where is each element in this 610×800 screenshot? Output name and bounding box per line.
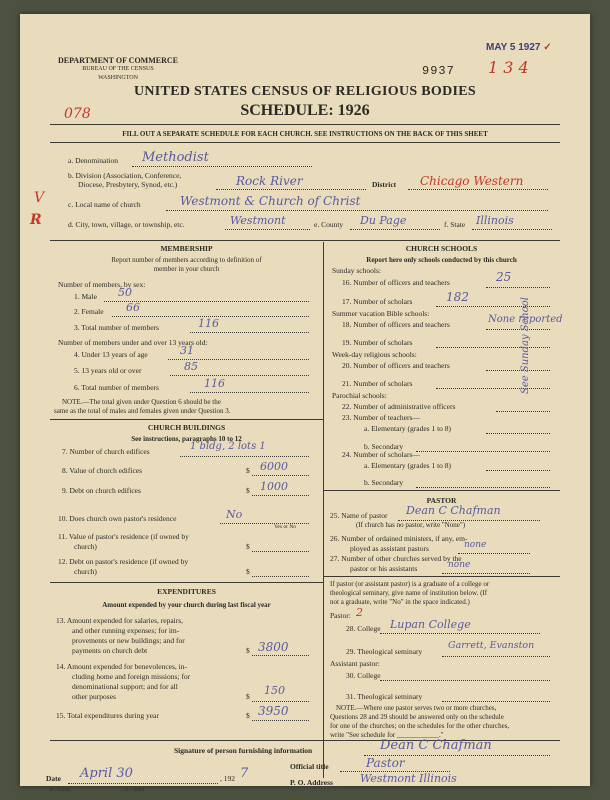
membership-note-2: same as the total of males and females given under Question 3.	[54, 407, 231, 415]
fill-line	[436, 388, 550, 389]
q24a-label: a. Elementary (grades 1 to 8)	[364, 461, 452, 470]
q1-value: 50	[118, 286, 132, 299]
parochial-label: Parochial schools:	[332, 391, 387, 400]
po-address-value: Westmont Illinois	[360, 772, 457, 785]
fill-line	[486, 433, 550, 434]
fill-line	[496, 411, 550, 412]
q11-dollar: $	[246, 542, 250, 551]
q6-value: 116	[204, 377, 225, 390]
division-label-2: Diocese, Presbytery, Synod, etc.)	[78, 180, 178, 189]
grad-instr-2: theological seminary, give name of institution below. (If	[330, 589, 488, 597]
fill-line	[252, 720, 309, 721]
grad-instr-3: not a graduate, write "No" in the space indicated.)	[330, 598, 470, 606]
county-label: e. County	[314, 220, 344, 229]
asst-label: Assistant pastor:	[330, 659, 380, 668]
department-header	[58, 56, 178, 83]
q16-value: 25	[496, 270, 512, 284]
fill-line	[68, 783, 218, 784]
fill-line	[180, 456, 309, 457]
q23a-label: a. Elementary (grades 1 to 8)	[364, 424, 452, 433]
instructions: FILL OUT A SEPARATE SCHEDULE FOR EACH CHURCH. SEE INSTRUCTIONS ON THE BACK OF THIS SHEET	[122, 130, 488, 138]
fill-line	[190, 392, 309, 393]
q15-value: 3950	[258, 704, 289, 718]
fill-line	[252, 495, 309, 496]
q10-value: No	[226, 508, 243, 521]
q3-label: 3. Total number of members	[74, 323, 159, 332]
church-name-value: Westmont & Church of Christ	[180, 194, 361, 208]
form-title: UNITED STATES CENSUS OF RELIGIOUS BODIES	[133, 84, 476, 99]
fill-line	[442, 573, 530, 574]
weekday-label: Week-day religious schools:	[332, 350, 417, 359]
pastor-heading: PASTOR	[426, 496, 457, 505]
form-code-1: 8—5518a	[50, 788, 70, 793]
county-value: Du Page	[360, 214, 407, 227]
q15-label: 15. Total expenditures during year	[56, 711, 159, 720]
signature-label: Signature of person furnishing information	[174, 746, 313, 755]
fill-line	[252, 655, 309, 656]
q7-value: 1 bldg, 2 lots 1	[190, 441, 266, 452]
q2-label: 2. Female	[74, 307, 104, 316]
q25-label: 25. Name of pastor	[330, 511, 388, 520]
hw-number: 1 3 4	[488, 58, 529, 77]
buildings-heading: CHURCH BUILDINGS	[147, 423, 226, 432]
q8-dollar: $	[246, 466, 250, 475]
fill-line	[132, 166, 312, 167]
q31-label: 31. Theological seminary	[346, 692, 423, 701]
expenditures-heading: EXPENDITURES	[157, 587, 216, 596]
q4-label: 4. Under 13 years of age	[74, 350, 148, 359]
q1-label: 1. Male	[74, 292, 97, 301]
fill-line	[252, 475, 309, 476]
received-stamp	[486, 42, 552, 53]
q5-label: 5. 13 years old or over	[74, 366, 142, 375]
q10-label: 10. Does church own pastor's residence	[58, 514, 177, 523]
pastor-label: Pastor:	[330, 611, 351, 620]
q20-label: 20. Number of officers and teachers	[342, 361, 450, 370]
division-label: b. Division (Association, Conference,	[68, 171, 182, 180]
fill-line	[252, 701, 309, 702]
q18-label: 18. Number of officers and teachers	[342, 320, 450, 329]
q18-value: None reported	[488, 314, 563, 325]
membership-note-1: NOTE.—The total given under Question 6 should be the	[62, 398, 221, 406]
fill-line	[436, 347, 550, 348]
pastor-mark: 2	[356, 606, 363, 619]
q14-value: 150	[264, 684, 285, 697]
age-label: Number of members under and over 13 years old:	[58, 338, 208, 347]
check-mark-c: V	[34, 190, 45, 206]
fill-line	[486, 329, 550, 330]
q9-dollar: $	[246, 486, 250, 495]
official-title-label: Official title	[290, 762, 329, 771]
q27-label-2: pastor or his assistants	[350, 564, 418, 573]
sunday-label: Sunday schools:	[332, 266, 381, 275]
hw-code: 078	[64, 106, 91, 122]
summer-label: Summer vacation Bible schools:	[332, 309, 430, 318]
denomination-label: a. Denomination	[68, 156, 118, 165]
q11-label: 11. Value of pastor's residence (if owned by	[58, 532, 189, 541]
fill-line	[416, 487, 550, 488]
q22-label: 22. Number of administrative officers	[342, 402, 456, 411]
fill-line	[486, 470, 550, 471]
q7-label: 7. Number of church edifices	[62, 447, 150, 456]
membership-desc-2: member in your church	[153, 265, 220, 273]
q17-label: 17. Number of scholars	[342, 297, 413, 306]
q3-value: 116	[198, 317, 219, 330]
q23-label: 23. Number of teachers—	[342, 413, 420, 422]
membership-desc-1: Report number of members according to definition of	[111, 256, 262, 264]
denomination-value: Methodist	[142, 150, 209, 165]
yes-no-hint: Yes or No	[274, 524, 297, 530]
church-name-label: c. Local name of church	[68, 200, 141, 209]
q14-dollar: $	[246, 692, 250, 701]
form-code-2: 11—9084	[124, 788, 144, 793]
divider	[50, 582, 323, 583]
fill-line	[416, 451, 550, 452]
date-value: April 30	[80, 766, 133, 781]
q12-label: 12. Debt on pastor's residence (if owned by	[58, 557, 189, 566]
dept-name: DEPARTMENT OF COMMERCE	[58, 56, 179, 65]
fill-line	[190, 332, 309, 333]
fill-line	[166, 210, 548, 211]
form-subtitle: SCHEDULE: 1926	[240, 102, 370, 119]
divider	[50, 142, 560, 143]
divider	[50, 240, 560, 241]
divider	[323, 576, 560, 577]
fill-line	[252, 551, 309, 552]
q26-label: 26. Number of ordained ministers, if any, em-	[330, 534, 468, 543]
q13-label-3: provements or new buildings; and for	[72, 636, 185, 645]
q6-label: 6. Total number of members	[74, 383, 159, 392]
pastor-note-2: Questions 28 and 29 should be answered only on the schedule	[330, 713, 504, 721]
divider	[50, 419, 323, 420]
fill-line	[380, 680, 550, 681]
fill-line	[350, 787, 550, 788]
column-divider	[323, 242, 324, 778]
stamp-check: ✓	[543, 42, 552, 53]
stamp-date: MAY 5 1927	[486, 42, 541, 53]
q11-label-2: church)	[74, 542, 97, 551]
fill-line	[170, 375, 309, 376]
q12-dollar: $	[246, 567, 250, 576]
division-value: Rock River	[236, 174, 303, 188]
q27-label: 27. Number of other churches served by the	[330, 554, 462, 563]
q12-label-2: church)	[74, 567, 97, 576]
q9-label: 9. Debt on church edifices	[62, 486, 141, 495]
divider	[323, 490, 560, 491]
fill-line	[350, 229, 440, 230]
q28-label: 28. College	[346, 624, 381, 633]
buildings-see: See instructions, paragraphs 10 to 12	[131, 435, 242, 443]
q13-dollar: $	[246, 646, 250, 655]
city-label: d. City, town, village, or township, etc.	[68, 220, 185, 229]
q13-label-4: payments on church debt	[72, 646, 148, 655]
q21-label: 21. Number of scholars	[342, 379, 413, 388]
city-value: Westmont	[230, 214, 286, 227]
signature-value: Dean C Chafman	[380, 738, 492, 753]
q25-value: Dean C Chafman	[406, 504, 501, 517]
q17-value: 182	[446, 290, 469, 304]
pastor-note-3: for one of the churches; on the schedules for the other churches,	[330, 722, 510, 730]
q23b-label: b. Secondary	[364, 442, 404, 451]
fill-line	[472, 229, 552, 230]
q5-value: 85	[184, 360, 198, 373]
q28-value: Lupan College	[390, 618, 471, 631]
expenditures-desc: Amount expended by your church during last fiscal year	[102, 601, 271, 609]
q27-value: none	[448, 560, 471, 570]
fill-line	[225, 229, 310, 230]
fill-line	[380, 633, 540, 634]
year-value: 7	[240, 766, 249, 781]
membership-heading: MEMBERSHIP	[160, 244, 213, 253]
q13-label-2: and other running expenses; for im-	[72, 626, 180, 635]
fill-line	[486, 287, 550, 288]
q19-label: 19. Number of scholars	[342, 338, 413, 347]
q14-label-2: cluding home and foreign missions; for	[72, 672, 191, 681]
bureau-name: BUREAU OF THE CENSUS	[82, 66, 154, 72]
state-label: f. State	[444, 220, 466, 229]
q8-label: 8. Value of church edifices	[62, 466, 143, 475]
fill-line	[442, 656, 550, 657]
grad-instr-1: If pastor (or assistant pastor) is a graduate of a college or	[330, 580, 490, 588]
q30-label: 30. College	[346, 671, 381, 680]
fill-line	[486, 370, 550, 371]
date-label: Date	[46, 774, 61, 783]
q26-label-2: ployed as assistant pastors	[350, 544, 429, 553]
pastor-note-4: write "See schedule for ____________."	[330, 731, 444, 739]
fill-line	[216, 189, 366, 190]
q26-value: none	[464, 540, 487, 550]
q9-value: 1000	[260, 480, 288, 493]
q14-label: 14. Amount expended for benevolences, in-	[56, 662, 188, 671]
schedule-number: 9937	[422, 64, 455, 78]
fill-line	[436, 306, 550, 307]
q13-label: 13. Amount expended for salaries, repairs,	[56, 616, 184, 625]
po-address-label: P. O. Address	[290, 778, 333, 787]
q14-label-3: denominational support; and for all	[72, 682, 178, 691]
fill-line	[442, 701, 550, 702]
q4-value: 31	[180, 344, 194, 357]
q16-label: 16. Number of officers and teachers	[342, 278, 450, 287]
divider	[50, 124, 560, 125]
fill-line	[252, 576, 309, 577]
q13-value: 3800	[258, 640, 289, 654]
district-label: District	[372, 180, 397, 189]
margin-note: See Sunday School	[520, 297, 531, 394]
fill-line	[458, 553, 530, 554]
q25-note: (If church has no pastor, write "None")	[356, 521, 466, 529]
census-schedule-page	[20, 14, 590, 793]
city-name: WASHINGTON	[98, 75, 138, 81]
check-mark-d: R	[30, 212, 42, 228]
pastor-note-1: NOTE.—Where one pastor serves two or more churches,	[336, 704, 497, 712]
q15-dollar: $	[246, 711, 250, 720]
schools-heading: CHURCH SCHOOLS	[405, 244, 478, 253]
year-prefix: , 192	[220, 774, 235, 783]
q29-value: Garrett, Evanston	[448, 640, 535, 651]
q24b-label: b. Secondary	[364, 478, 404, 487]
q24-label: 24. Number of scholars—	[342, 450, 420, 459]
state-value: Illinois	[476, 214, 514, 227]
q14-label-4: other purposes	[72, 692, 116, 701]
fill-line	[408, 189, 548, 190]
q29-label: 29. Theological seminary	[346, 647, 423, 656]
q2-value: 66	[126, 301, 140, 314]
official-title-value: Pastor	[366, 756, 405, 770]
district-value: Chicago Western	[420, 174, 524, 188]
schools-desc: Report here only schools conducted by this church	[366, 256, 517, 264]
q8-value: 6000	[260, 460, 288, 473]
by-sex-label: Number of members, by sex:	[58, 280, 146, 289]
